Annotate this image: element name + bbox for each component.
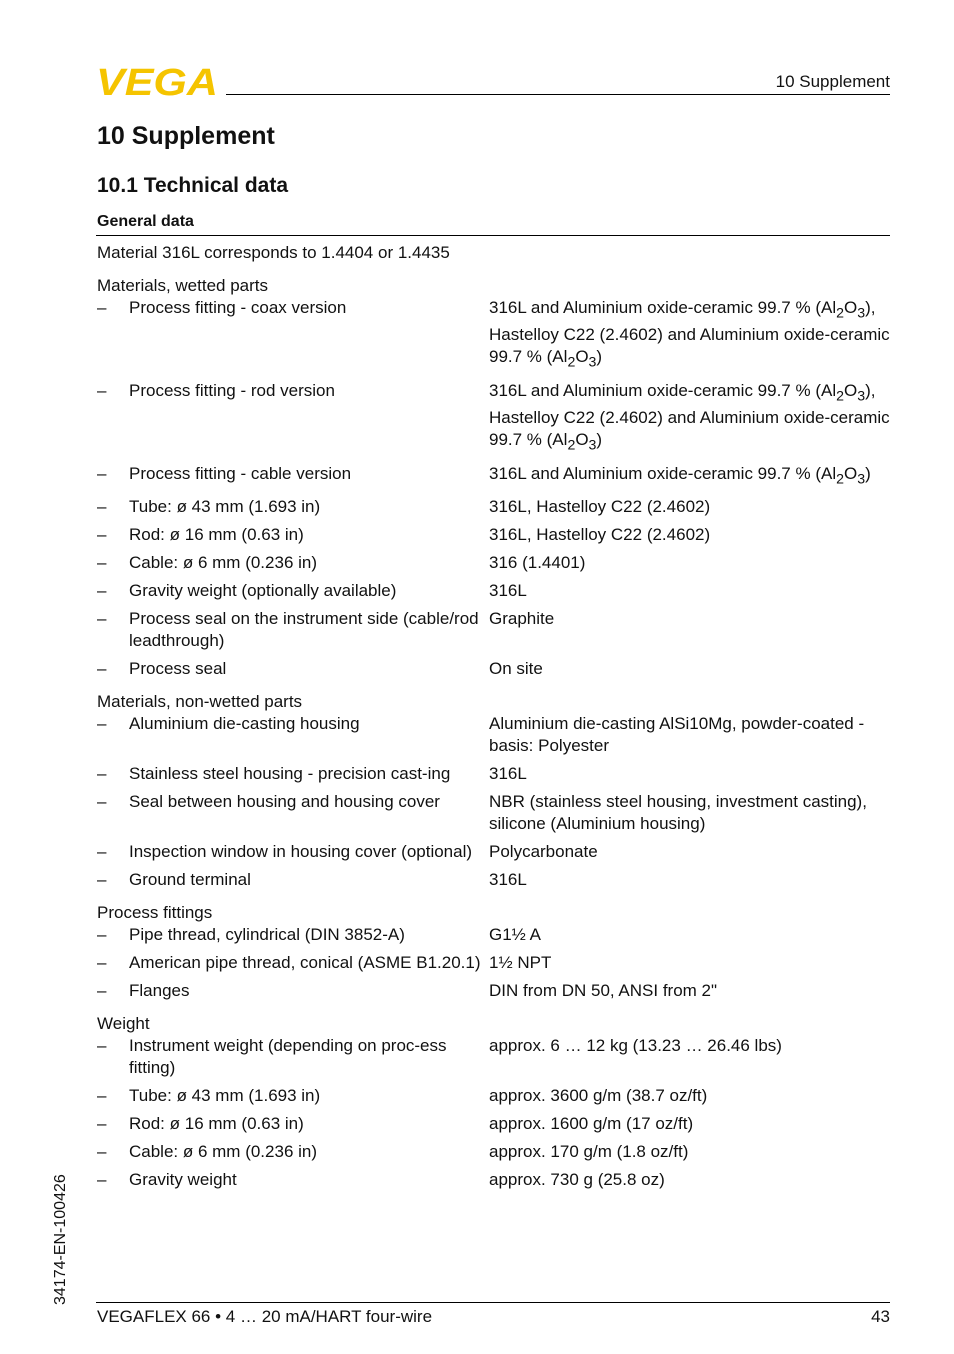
bullet-dash: – — [97, 463, 107, 483]
header-rule — [226, 94, 890, 95]
bullet-dash: – — [97, 608, 107, 628]
spec-label: Gravity weight (optionally available) — [129, 580, 397, 600]
bullet-dash: – — [97, 869, 107, 889]
spec-row — [97, 580, 890, 602]
spec-value: 1½ NPT — [489, 952, 552, 972]
spec-value: Polycarbonate — [489, 841, 598, 861]
spec-row — [97, 658, 890, 680]
spec-label: Cable: ø 6 mm (0.236 in) — [129, 552, 318, 572]
section-title: Materials, non-wetted parts — [97, 691, 303, 711]
spec-row — [97, 1141, 890, 1163]
spec-value: approx. 170 g/m (1.8 oz/ft) — [489, 1141, 689, 1161]
footer-rule — [96, 1302, 890, 1303]
spec-label: Process fitting - coax version — [129, 298, 347, 317]
vega-logo — [96, 64, 220, 98]
spec-label: Seal between housing and housing cover — [129, 791, 440, 811]
section-title: Materials, wetted parts — [97, 276, 269, 295]
spec-row — [97, 496, 890, 518]
spec-value: On site — [489, 658, 543, 678]
spec-label: Tube: ø 43 mm (1.693 in) — [129, 1085, 321, 1105]
spec-row — [97, 1085, 890, 1107]
spec-row — [97, 552, 890, 574]
spec-value: 316L and Aluminium oxide-ceramic 99.7 % $(Al_2O_3)$ — [489, 463, 871, 487]
spec-row — [97, 608, 890, 652]
spec-value: 316L and Aluminium oxide-ceramic 99.7 % $(Al_2O_3)$, Hastelloy C22 (2.4602) and Aluminium oxide-ceramic 99.7 % $(Al_2O_3)$ — [489, 380, 890, 454]
spec-row — [97, 380, 890, 457]
spec-value: Aluminium die-casting AlSi10Mg, powder-coated - basis: Polyester — [489, 713, 865, 755]
spec-value: approx. 3600 g/m (38.7 oz/ft) — [489, 1085, 708, 1105]
spec-section — [97, 1013, 890, 1191]
bullet-dash: – — [97, 658, 107, 678]
bullet-dash: – — [97, 1169, 107, 1189]
spec-value: 316 (1.4401) — [489, 552, 586, 572]
footer-product: VEGAFLEX 66 • 4 … 20 mA/HART four-wire — [97, 1307, 433, 1326]
bullet-dash: – — [97, 952, 107, 972]
spec-label: Pipe thread, cylindrical (DIN 3852-A) — [129, 924, 405, 944]
spec-row — [97, 1113, 890, 1135]
spec-label: Process fitting - rod version — [129, 380, 335, 400]
spec-label: Process seal — [129, 658, 227, 678]
spec-value: approx. 6 … 12 kg (13.23 … 26.46 lbs) — [489, 1035, 782, 1055]
spec-row — [97, 1169, 890, 1191]
spec-value: DIN from DN 50, ANSI from 2" — [489, 980, 718, 1000]
subsection-rule — [96, 235, 890, 236]
logo-text: VEGA — [96, 64, 218, 98]
spec-row — [97, 980, 890, 1002]
spec-label: Cable: ø 6 mm (0.236 in) — [129, 1141, 318, 1161]
spec-content — [97, 242, 890, 1197]
spec-row — [97, 952, 890, 974]
spec-row — [97, 924, 890, 946]
bullet-dash: – — [97, 841, 107, 861]
spec-label: Inspection window in housing cover (optional) — [129, 841, 473, 861]
spec-row — [97, 869, 890, 891]
bullet-dash: – — [97, 580, 107, 600]
spec-row — [97, 841, 890, 863]
spec-row — [97, 763, 890, 785]
spec-label: Stainless steel housing - precision cast-ing — [129, 763, 451, 783]
spec-value: 316L — [489, 763, 527, 783]
spec-section — [97, 902, 890, 1002]
subsection-heading: General data — [97, 213, 194, 230]
spec-label: Flanges — [129, 980, 190, 1000]
header-section-label: 10 Supplement — [775, 72, 890, 91]
spec-row — [97, 713, 890, 757]
bullet-dash: – — [97, 1085, 107, 1105]
bullet-dash: – — [97, 1035, 107, 1055]
spec-label: Tube: ø 43 mm (1.693 in) — [129, 496, 321, 516]
bullet-dash: – — [97, 1141, 107, 1161]
spec-value: approx. 1600 g/m (17 oz/ft) — [489, 1113, 694, 1133]
spec-value: 316L and Aluminium oxide-ceramic 99.7 % $(Al_2O_3)$, Hastelloy C22 (2.4602) and Aluminium oxide-ceramic 99.7 % $(Al_2O_3)$ — [489, 298, 890, 371]
bullet-dash: – — [97, 763, 107, 783]
spec-value: approx. 730 g (25.8 oz) — [489, 1169, 665, 1189]
spec-section — [97, 691, 890, 891]
spec-row — [97, 791, 890, 835]
section-title: Process fittings — [97, 902, 213, 922]
spec-value: 316L, Hastelloy C22 (2.4602) — [489, 496, 711, 516]
bullet-dash: – — [97, 380, 107, 400]
spec-label: Ground terminal — [129, 869, 251, 889]
spec-section — [97, 275, 890, 680]
spec-label: Aluminium die-casting housing — [129, 713, 360, 733]
bullet-dash: – — [97, 1113, 107, 1133]
spec-value: 316L, Hastelloy C22 (2.4602) — [489, 524, 711, 544]
bullet-dash: – — [97, 496, 107, 516]
bullet-dash: – — [97, 552, 107, 572]
bullet-dash: – — [97, 713, 107, 733]
section-title: Weight — [97, 1013, 150, 1033]
spec-value: 316L — [489, 869, 527, 889]
spec-value: Graphite — [489, 608, 555, 628]
document-code: 34174-EN-100426 — [52, 1174, 69, 1305]
spec-row — [97, 297, 890, 374]
spec-value: G1½ A — [489, 924, 541, 944]
spec-value: NBR (stainless steel housing, investment casting), silicone (Aluminium housing) — [489, 791, 867, 833]
spec-label: Process fitting - cable version — [129, 463, 352, 483]
spec-label: Instrument weight (depending on proc-ess fitting) — [129, 1035, 447, 1077]
spec-label: Gravity weight — [129, 1169, 237, 1189]
spec-label: Rod: ø 16 mm (0.63 in) — [129, 524, 304, 544]
spec-label: American pipe thread, conical (ASME B1.20.1) — [129, 952, 481, 972]
page-number: 43 — [871, 1307, 890, 1326]
spec-value: 316L — [489, 580, 527, 600]
intro-text: Material 316L corresponds to 1.4404 or 1.4435 — [97, 243, 450, 262]
bullet-dash: – — [97, 524, 107, 544]
spec-row — [97, 1035, 890, 1079]
section-heading: 10.1 Technical data — [97, 174, 289, 197]
spec-row — [97, 524, 890, 546]
bullet-dash: – — [97, 298, 107, 317]
chapter-heading: 10 Supplement — [97, 122, 275, 150]
bullet-dash: – — [97, 980, 107, 1000]
spec-label: Process seal on the instrument side (cable/rod leadthrough) — [129, 608, 479, 650]
bullet-dash: – — [97, 924, 107, 944]
spec-row — [97, 463, 890, 490]
bullet-dash: – — [97, 791, 107, 811]
spec-label: Rod: ø 16 mm (0.63 in) — [129, 1113, 304, 1133]
